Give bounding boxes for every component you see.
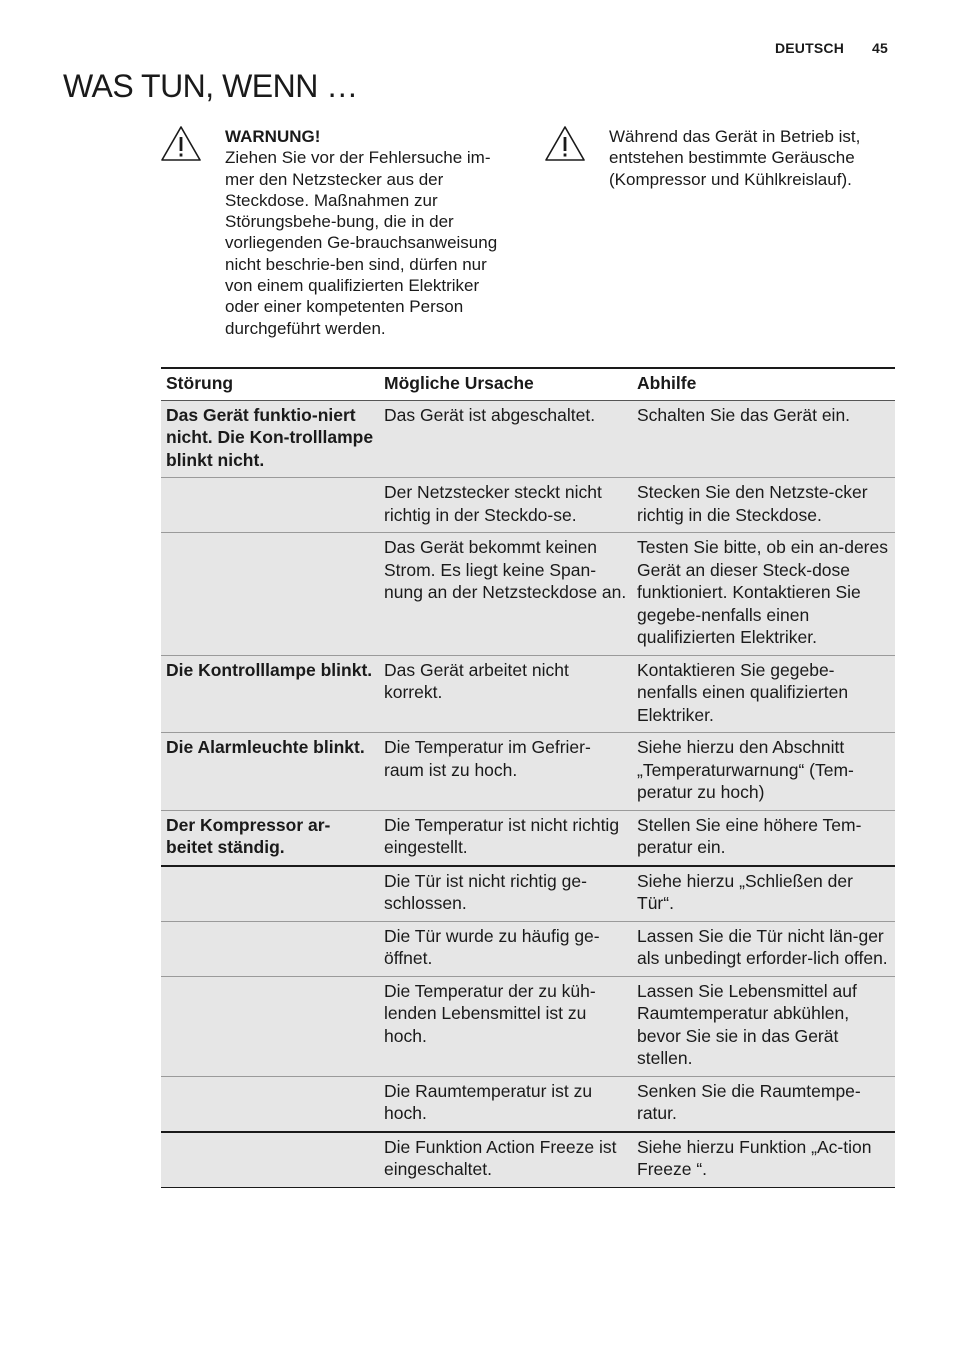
table-row <box>161 866 895 922</box>
cause-cell: Die Raumtemperatur ist zu hoch. <box>379 1076 632 1132</box>
remedy-cell: Stellen Sie eine höhere Tem-peratur ein. <box>632 810 895 866</box>
table-header-row <box>161 368 895 400</box>
problem-cell <box>161 976 379 1076</box>
cause-cell: Der Netzstecker steckt nicht richtig in der Steckdo-se. <box>379 478 632 533</box>
table-row <box>161 921 895 976</box>
remedy-cell: Senken Sie die Raumtempe-ratur. <box>632 1076 895 1132</box>
problem-cell <box>161 478 379 533</box>
page-title: WAS TUN, WENN … <box>63 68 358 104</box>
problem-cell: Das Gerät funktio-niert nicht. Die Kon-trolllampe blinkt nicht. <box>161 400 379 478</box>
warning-body: Ziehen Sie vor der Fehlersuche im-mer den Netzstecker aus der Steckdose. Maßnahmen zur Störungsbehe-bung, die in der vorliegenden Ge-brauchsanweisung nicht beschrie-ben sind, dürfen nur von einem qualifizierten Elektriker oder einer kompetenten Person durchgeführt werden. <box>225 148 498 338</box>
problem-cell <box>161 866 379 922</box>
problem-cell <box>161 533 379 656</box>
remedy-cell: Siehe hierzu Funktion „Ac-tion Freeze “. <box>632 1132 895 1188</box>
cause-cell: Die Tür wurde zu häufig ge-öffnet. <box>379 921 632 976</box>
troubleshooting-table <box>161 367 895 1188</box>
remedy-cell: Lassen Sie Lebensmittel auf Raumtemperatur abkühlen, bevor Sie sie in das Gerät stellen. <box>632 976 895 1076</box>
table-row <box>161 733 895 811</box>
table-row <box>161 533 895 656</box>
table-row <box>161 1076 895 1132</box>
warning-heading: WARNUNG! <box>225 127 321 146</box>
column-header-remedy: Abhilfe <box>632 368 895 400</box>
cause-cell: Die Temperatur im Gefrier-raum ist zu hoch. <box>379 733 632 811</box>
problem-cell <box>161 1076 379 1132</box>
cause-cell: Das Gerät ist abgeschaltet. <box>379 400 632 478</box>
remedy-cell: Schalten Sie das Gerät ein. <box>632 400 895 478</box>
remedy-cell: Testen Sie bitte, ob ein an-deres Gerät an dieser Steck-dose funktioniert. Kontaktieren Sie gegebe-nenfalls einen qualifizierten Elektriker. <box>632 533 895 656</box>
cause-cell: Die Funktion Action Freeze ist eingeschaltet. <box>379 1132 632 1188</box>
noise-notice-text <box>609 126 893 190</box>
noise-notice <box>543 126 893 190</box>
cause-cell: Das Gerät bekommt keinen Strom. Es liegt keine Span-nung an der Netzsteckdose an. <box>379 533 632 656</box>
problem-cell: Der Kompressor ar-beitet ständig. <box>161 810 379 866</box>
column-header-problem: Störung <box>161 368 379 400</box>
column-header-cause: Mögliche Ursache <box>379 368 632 400</box>
cause-cell: Das Gerät arbeitet nicht korrekt. <box>379 655 632 733</box>
table-row <box>161 810 895 866</box>
remedy-cell: Kontaktieren Sie gegebe-nenfalls einen qualifizierten Elektriker. <box>632 655 895 733</box>
cause-cell: Die Tür ist nicht richtig ge-schlossen. <box>379 866 632 922</box>
problem-cell: Die Kontrolllampe blinkt. <box>161 655 379 733</box>
remedy-cell: Lassen Sie die Tür nicht län-ger als unbedingt erforder-lich offen. <box>632 921 895 976</box>
problem-cell <box>161 921 379 976</box>
table-row <box>161 1132 895 1188</box>
remedy-cell: Stecken Sie den Netzste-cker richtig in die Steckdose. <box>632 478 895 533</box>
table-row <box>161 400 895 478</box>
cause-cell: Die Temperatur der zu küh-lenden Lebensmittel ist zu hoch. <box>379 976 632 1076</box>
remedy-cell: Siehe hierzu „Schließen der Tür“. <box>632 866 895 922</box>
warning-triangle-icon <box>543 124 587 164</box>
table-row <box>161 976 895 1076</box>
language-label: DEUTSCH <box>774 40 845 56</box>
warning-triangle-icon <box>159 124 203 164</box>
remedy-cell: Siehe hierzu den Abschnitt „Temperaturwarnung“ (Tem-peratur zu hoch) <box>632 733 895 811</box>
cause-cell: Die Temperatur ist nicht richtig eingestellt. <box>379 810 632 866</box>
page-number: 45 <box>872 40 888 56</box>
table-row <box>161 478 895 533</box>
warning-notice <box>159 126 519 339</box>
noise-notice-body: Während das Gerät in Betrieb ist, entstehen bestimmte Geräusche (Kompressor und Kühlkreislauf). <box>609 127 861 189</box>
warning-text <box>225 126 510 339</box>
page-header <box>775 40 888 56</box>
problem-cell <box>161 1132 379 1188</box>
table-row <box>161 655 895 733</box>
problem-cell: Die Alarmleuchte blinkt. <box>161 733 379 811</box>
